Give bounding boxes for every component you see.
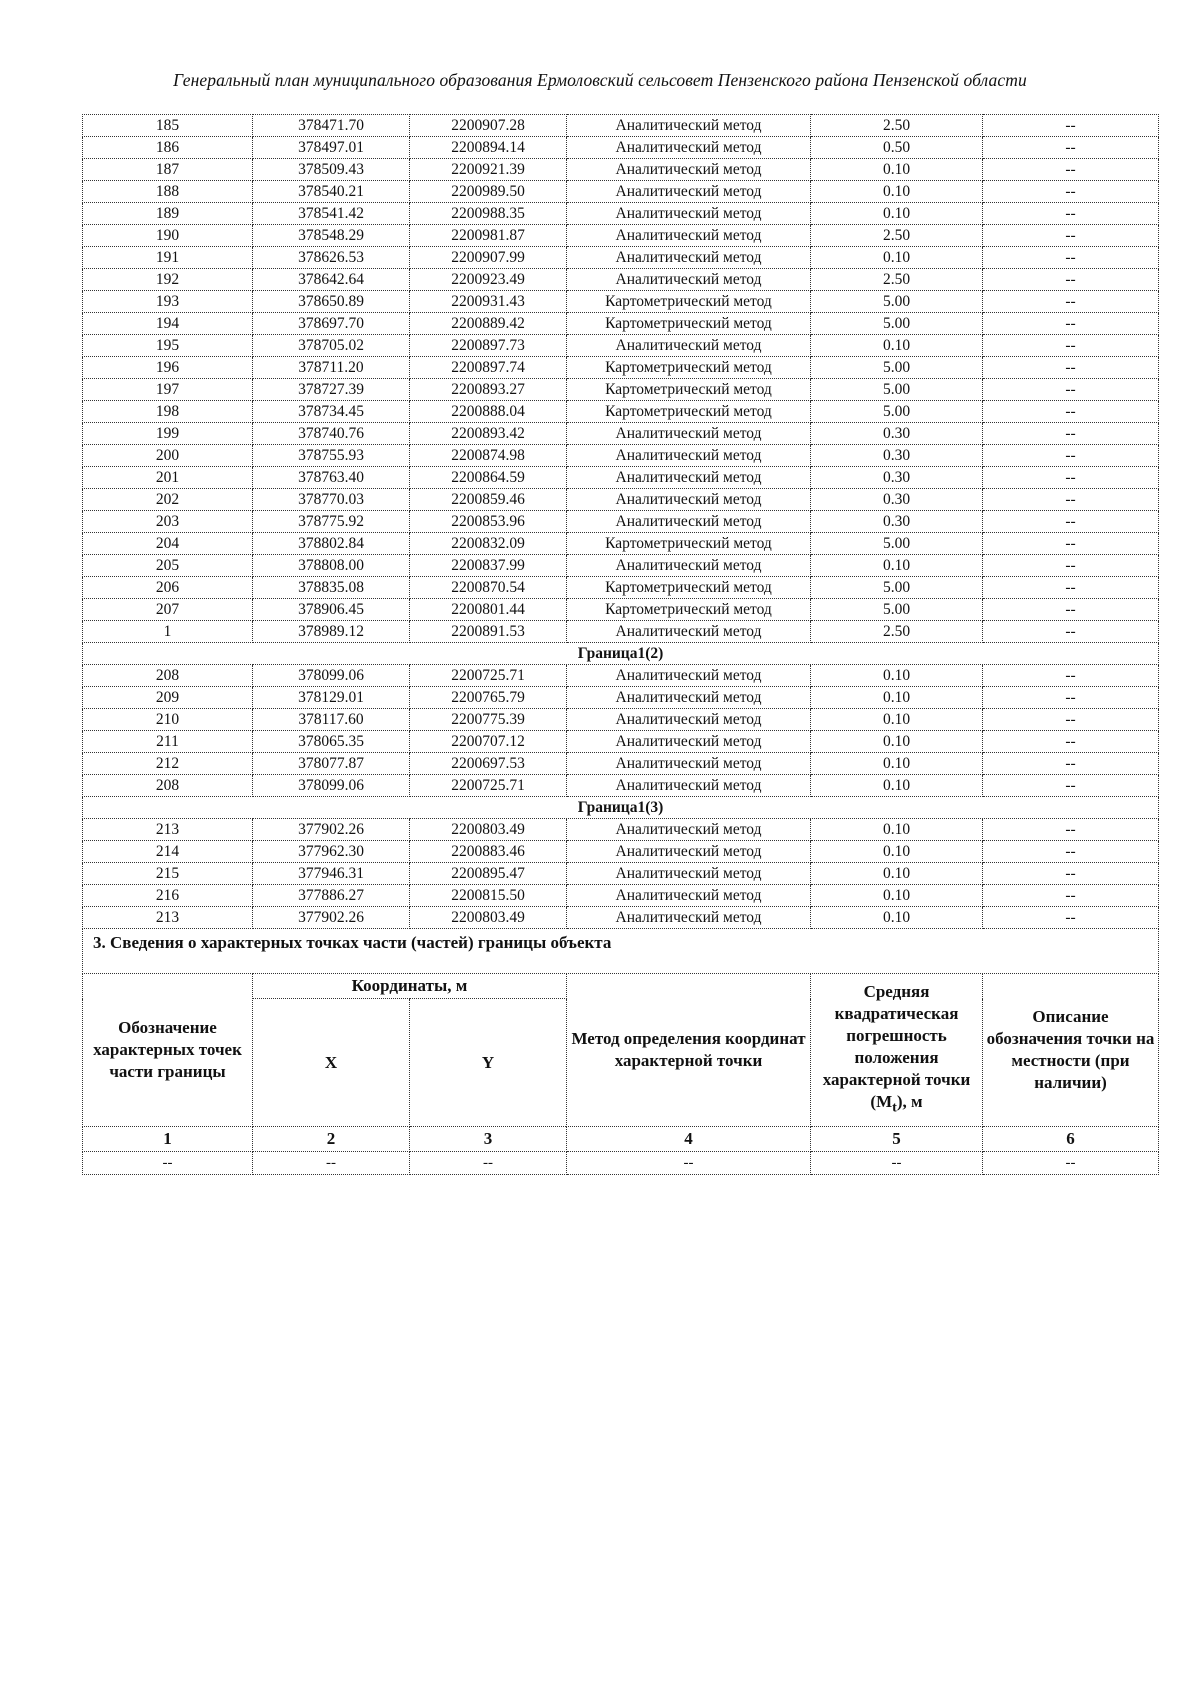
method-cell: Картометрический метод: [567, 357, 811, 379]
y-coordinate-cell: 2200725.71: [410, 665, 567, 687]
header-coordinates: Координаты, м: [253, 974, 567, 999]
x-coordinate-cell: 378509.43: [253, 159, 410, 181]
description-cell: --: [983, 225, 1159, 247]
method-cell: Аналитический метод: [567, 687, 811, 709]
point-number-cell: 207: [83, 599, 253, 621]
accuracy-cell: 0.10: [811, 731, 983, 753]
boundary-group-title: Граница1(3): [83, 797, 1159, 819]
method-cell: Аналитический метод: [567, 511, 811, 533]
description-cell: --: [983, 621, 1159, 643]
table-row: [83, 335, 1159, 357]
y-coordinate-cell: 2200803.49: [410, 907, 567, 929]
header-y: Y: [410, 999, 567, 1127]
point-number-cell: 212: [83, 753, 253, 775]
table-row: [83, 511, 1159, 533]
y-coordinate-cell: 2200801.44: [410, 599, 567, 621]
table-row: [83, 533, 1159, 555]
x-coordinate-cell: 378548.29: [253, 225, 410, 247]
accuracy-cell: 5.00: [811, 577, 983, 599]
method-cell: Аналитический метод: [567, 731, 811, 753]
x-coordinate-cell: 378835.08: [253, 577, 410, 599]
coordinates-table: [82, 114, 1159, 1175]
y-coordinate-cell: 2200894.14: [410, 137, 567, 159]
empty-cell: --: [811, 1152, 983, 1175]
x-coordinate-cell: 377886.27: [253, 885, 410, 907]
method-cell: Аналитический метод: [567, 181, 811, 203]
column-number: 3: [410, 1127, 567, 1152]
x-coordinate-cell: 378541.42: [253, 203, 410, 225]
method-cell: Аналитический метод: [567, 841, 811, 863]
accuracy-cell: 0.10: [811, 885, 983, 907]
table-row: [83, 577, 1159, 599]
x-coordinate-cell: 378099.06: [253, 775, 410, 797]
table-row: [83, 687, 1159, 709]
description-cell: --: [983, 907, 1159, 929]
section3-header-row: [83, 974, 1159, 999]
description-cell: --: [983, 709, 1159, 731]
y-coordinate-cell: 2200832.09: [410, 533, 567, 555]
column-number: 4: [567, 1127, 811, 1152]
accuracy-cell: 0.10: [811, 555, 983, 577]
table-row: [83, 555, 1159, 577]
section3-title-row: [83, 929, 1159, 974]
x-coordinate-cell: 378755.93: [253, 445, 410, 467]
method-cell: Аналитический метод: [567, 775, 811, 797]
method-cell: Аналитический метод: [567, 753, 811, 775]
y-coordinate-cell: 2200697.53: [410, 753, 567, 775]
x-coordinate-cell: 378471.70: [253, 115, 410, 137]
description-cell: --: [983, 313, 1159, 335]
table-row: [83, 291, 1159, 313]
header-accuracy-subscript: t: [892, 1099, 897, 1116]
point-number-cell: 195: [83, 335, 253, 357]
y-coordinate-cell: 2200815.50: [410, 885, 567, 907]
point-number-cell: 208: [83, 665, 253, 687]
table-row: [83, 247, 1159, 269]
x-coordinate-cell: 378065.35: [253, 731, 410, 753]
description-cell: --: [983, 533, 1159, 555]
method-cell: Аналитический метод: [567, 621, 811, 643]
empty-data-row: [83, 1152, 1159, 1175]
x-coordinate-cell: 378705.02: [253, 335, 410, 357]
description-cell: --: [983, 401, 1159, 423]
column-number: 2: [253, 1127, 410, 1152]
column-number: 5: [811, 1127, 983, 1152]
description-cell: --: [983, 555, 1159, 577]
table-row: [83, 423, 1159, 445]
x-coordinate-cell: 378540.21: [253, 181, 410, 203]
description-cell: --: [983, 269, 1159, 291]
x-coordinate-cell: 378129.01: [253, 687, 410, 709]
method-cell: Аналитический метод: [567, 203, 811, 225]
empty-cell: --: [83, 1152, 253, 1175]
description-cell: --: [983, 335, 1159, 357]
accuracy-cell: 0.30: [811, 511, 983, 533]
accuracy-cell: 0.10: [811, 841, 983, 863]
y-coordinate-cell: 2200853.96: [410, 511, 567, 533]
accuracy-cell: 0.10: [811, 709, 983, 731]
y-coordinate-cell: 2200859.46: [410, 489, 567, 511]
accuracy-cell: 0.10: [811, 687, 983, 709]
method-cell: Аналитический метод: [567, 247, 811, 269]
description-cell: --: [983, 181, 1159, 203]
point-number-cell: 193: [83, 291, 253, 313]
y-coordinate-cell: 2200897.74: [410, 357, 567, 379]
description-cell: --: [983, 467, 1159, 489]
point-number-cell: 213: [83, 907, 253, 929]
y-coordinate-cell: 2200921.39: [410, 159, 567, 181]
x-coordinate-cell: 378697.70: [253, 313, 410, 335]
method-cell: Аналитический метод: [567, 115, 811, 137]
accuracy-cell: 0.50: [811, 137, 983, 159]
description-cell: --: [983, 137, 1159, 159]
point-number-cell: 201: [83, 467, 253, 489]
accuracy-cell: 0.10: [811, 159, 983, 181]
y-coordinate-cell: 2200837.99: [410, 555, 567, 577]
method-cell: Аналитический метод: [567, 137, 811, 159]
accuracy-cell: 5.00: [811, 401, 983, 423]
description-cell: --: [983, 863, 1159, 885]
y-coordinate-cell: 2200864.59: [410, 467, 567, 489]
y-coordinate-cell: 2200923.49: [410, 269, 567, 291]
table-row: [83, 379, 1159, 401]
x-coordinate-cell: 378642.64: [253, 269, 410, 291]
method-cell: Аналитический метод: [567, 445, 811, 467]
point-number-cell: 213: [83, 819, 253, 841]
x-coordinate-cell: 378989.12: [253, 621, 410, 643]
method-cell: Картометрический метод: [567, 599, 811, 621]
description-cell: --: [983, 247, 1159, 269]
point-number-cell: 200: [83, 445, 253, 467]
point-number-cell: 197: [83, 379, 253, 401]
y-coordinate-cell: 2200893.42: [410, 423, 567, 445]
method-cell: Аналитический метод: [567, 709, 811, 731]
x-coordinate-cell: 378077.87: [253, 753, 410, 775]
table-row: [83, 489, 1159, 511]
empty-cell: --: [410, 1152, 567, 1175]
method-cell: Аналитический метод: [567, 907, 811, 929]
method-cell: Аналитический метод: [567, 819, 811, 841]
empty-cell: --: [983, 1152, 1159, 1175]
description-cell: --: [983, 511, 1159, 533]
table-row: [83, 445, 1159, 467]
point-number-cell: 191: [83, 247, 253, 269]
table-row: [83, 401, 1159, 423]
boundary-group-title: Граница1(2): [83, 643, 1159, 665]
x-coordinate-cell: 378626.53: [253, 247, 410, 269]
accuracy-cell: 2.50: [811, 115, 983, 137]
table-row: [83, 159, 1159, 181]
point-number-cell: 186: [83, 137, 253, 159]
description-cell: --: [983, 203, 1159, 225]
x-coordinate-cell: 377902.26: [253, 819, 410, 841]
accuracy-cell: 5.00: [811, 291, 983, 313]
point-number-cell: 198: [83, 401, 253, 423]
header-description: Описание обозначения точки на местности (при наличии): [983, 974, 1159, 1127]
table-row: [83, 181, 1159, 203]
column-number: 6: [983, 1127, 1159, 1152]
x-coordinate-cell: 378727.39: [253, 379, 410, 401]
table-row: [83, 863, 1159, 885]
y-coordinate-cell: 2200870.54: [410, 577, 567, 599]
point-number-cell: 187: [83, 159, 253, 181]
point-number-cell: 194: [83, 313, 253, 335]
accuracy-cell: 0.10: [811, 775, 983, 797]
y-coordinate-cell: 2200883.46: [410, 841, 567, 863]
header-method: Метод определения координат характерной точки: [567, 974, 811, 1127]
accuracy-cell: 0.10: [811, 753, 983, 775]
x-coordinate-cell: 378802.84: [253, 533, 410, 555]
point-number-cell: 199: [83, 423, 253, 445]
table-row: [83, 841, 1159, 863]
accuracy-cell: 0.30: [811, 489, 983, 511]
description-cell: --: [983, 731, 1159, 753]
x-coordinate-cell: 377902.26: [253, 907, 410, 929]
point-number-cell: 211: [83, 731, 253, 753]
y-coordinate-cell: 2200888.04: [410, 401, 567, 423]
method-cell: Картометрический метод: [567, 533, 811, 555]
method-cell: Аналитический метод: [567, 555, 811, 577]
description-cell: --: [983, 115, 1159, 137]
table-row: [83, 621, 1159, 643]
accuracy-cell: 0.10: [811, 247, 983, 269]
point-number-cell: 214: [83, 841, 253, 863]
point-number-cell: 208: [83, 775, 253, 797]
y-coordinate-cell: 2200897.73: [410, 335, 567, 357]
method-cell: Картометрический метод: [567, 379, 811, 401]
y-coordinate-cell: 2200907.28: [410, 115, 567, 137]
boundary-group-row: [83, 643, 1159, 665]
table-row: [83, 357, 1159, 379]
accuracy-cell: 0.30: [811, 423, 983, 445]
table-row: [83, 731, 1159, 753]
accuracy-cell: 5.00: [811, 357, 983, 379]
point-number-cell: 202: [83, 489, 253, 511]
x-coordinate-cell: 378763.40: [253, 467, 410, 489]
method-cell: Аналитический метод: [567, 885, 811, 907]
y-coordinate-cell: 2200874.98: [410, 445, 567, 467]
y-coordinate-cell: 2200907.99: [410, 247, 567, 269]
point-number-cell: 215: [83, 863, 253, 885]
accuracy-cell: 0.10: [811, 907, 983, 929]
section3-title: 3. Сведения о характерных точках части (частей) границы объекта: [83, 929, 1159, 974]
header-accuracy-text: Средняя квадратическая погрешность положения характерной точки (M: [822, 982, 971, 1112]
table-row: [83, 753, 1159, 775]
description-cell: --: [983, 577, 1159, 599]
table-row: [83, 599, 1159, 621]
description-cell: --: [983, 357, 1159, 379]
y-coordinate-cell: 2200891.53: [410, 621, 567, 643]
description-cell: --: [983, 819, 1159, 841]
table-row: [83, 885, 1159, 907]
y-coordinate-cell: 2200765.79: [410, 687, 567, 709]
y-coordinate-cell: 2200981.87: [410, 225, 567, 247]
table-row: [83, 269, 1159, 291]
accuracy-cell: 5.00: [811, 599, 983, 621]
point-number-cell: 190: [83, 225, 253, 247]
empty-cell: --: [567, 1152, 811, 1175]
y-coordinate-cell: 2200895.47: [410, 863, 567, 885]
table-row: [83, 203, 1159, 225]
x-coordinate-cell: 378650.89: [253, 291, 410, 313]
description-cell: --: [983, 489, 1159, 511]
accuracy-cell: 2.50: [811, 269, 983, 291]
x-coordinate-cell: 378775.92: [253, 511, 410, 533]
table-row: [83, 665, 1159, 687]
point-number-cell: 205: [83, 555, 253, 577]
point-number-cell: 1: [83, 621, 253, 643]
x-coordinate-cell: 378808.00: [253, 555, 410, 577]
x-coordinate-cell: 377946.31: [253, 863, 410, 885]
method-cell: Картометрический метод: [567, 401, 811, 423]
x-coordinate-cell: 377962.30: [253, 841, 410, 863]
accuracy-cell: 0.30: [811, 467, 983, 489]
table-row: [83, 313, 1159, 335]
header-x: X: [253, 999, 410, 1127]
description-cell: --: [983, 753, 1159, 775]
y-coordinate-cell: 2200707.12: [410, 731, 567, 753]
accuracy-cell: 5.00: [811, 313, 983, 335]
method-cell: Аналитический метод: [567, 335, 811, 357]
table-row: [83, 137, 1159, 159]
y-coordinate-cell: 2200988.35: [410, 203, 567, 225]
method-cell: Аналитический метод: [567, 225, 811, 247]
x-coordinate-cell: 378770.03: [253, 489, 410, 511]
method-cell: Аналитический метод: [567, 467, 811, 489]
accuracy-cell: 0.10: [811, 335, 983, 357]
y-coordinate-cell: 2200893.27: [410, 379, 567, 401]
page-header: Генеральный план муниципального образования Ермоловский сельсовет Пензенского района Пензенской области: [173, 70, 1027, 90]
header-accuracy-unit: ), м: [896, 1092, 923, 1112]
table-row: [83, 907, 1159, 929]
point-number-cell: 209: [83, 687, 253, 709]
accuracy-cell: 0.10: [811, 819, 983, 841]
table-row: [83, 225, 1159, 247]
x-coordinate-cell: 378906.45: [253, 599, 410, 621]
empty-cell: --: [253, 1152, 410, 1175]
description-cell: --: [983, 379, 1159, 401]
y-coordinate-cell: 2200889.42: [410, 313, 567, 335]
column-number: 1: [83, 1127, 253, 1152]
method-cell: Аналитический метод: [567, 665, 811, 687]
method-cell: Аналитический метод: [567, 489, 811, 511]
method-cell: Аналитический метод: [567, 269, 811, 291]
y-coordinate-cell: 2200931.43: [410, 291, 567, 313]
point-number-cell: 204: [83, 533, 253, 555]
accuracy-cell: 0.10: [811, 181, 983, 203]
accuracy-cell: 0.10: [811, 863, 983, 885]
method-cell: Картометрический метод: [567, 577, 811, 599]
accuracy-cell: 2.50: [811, 621, 983, 643]
header-point-designation: Обозначение характерных точек части границы: [83, 974, 253, 1127]
y-coordinate-cell: 2200989.50: [410, 181, 567, 203]
boundary-group-row: [83, 797, 1159, 819]
description-cell: --: [983, 687, 1159, 709]
method-cell: Картометрический метод: [567, 313, 811, 335]
accuracy-cell: 5.00: [811, 379, 983, 401]
table-row: [83, 709, 1159, 731]
method-cell: Аналитический метод: [567, 423, 811, 445]
x-coordinate-cell: 378740.76: [253, 423, 410, 445]
point-number-cell: 188: [83, 181, 253, 203]
point-number-cell: 189: [83, 203, 253, 225]
table-row: [83, 115, 1159, 137]
method-cell: Картометрический метод: [567, 291, 811, 313]
point-number-cell: 203: [83, 511, 253, 533]
accuracy-cell: 0.30: [811, 445, 983, 467]
x-coordinate-cell: 378497.01: [253, 137, 410, 159]
section3-block: [83, 929, 1159, 1175]
description-cell: --: [983, 599, 1159, 621]
table-row: [83, 819, 1159, 841]
x-coordinate-cell: 378117.60: [253, 709, 410, 731]
description-cell: --: [983, 423, 1159, 445]
method-cell: Аналитический метод: [567, 863, 811, 885]
description-cell: --: [983, 665, 1159, 687]
column-numbers-row: [83, 1127, 1159, 1152]
header-accuracy: [811, 974, 983, 1127]
accuracy-cell: 5.00: [811, 533, 983, 555]
point-number-cell: 206: [83, 577, 253, 599]
point-number-cell: 192: [83, 269, 253, 291]
description-cell: --: [983, 291, 1159, 313]
point-number-cell: 216: [83, 885, 253, 907]
x-coordinate-cell: 378734.45: [253, 401, 410, 423]
description-cell: --: [983, 159, 1159, 181]
y-coordinate-cell: 2200775.39: [410, 709, 567, 731]
description-cell: --: [983, 841, 1159, 863]
point-number-cell: 210: [83, 709, 253, 731]
x-coordinate-cell: 378099.06: [253, 665, 410, 687]
description-cell: --: [983, 885, 1159, 907]
accuracy-cell: 0.10: [811, 203, 983, 225]
description-cell: --: [983, 775, 1159, 797]
point-number-cell: 185: [83, 115, 253, 137]
y-coordinate-cell: 2200803.49: [410, 819, 567, 841]
table-row: [83, 467, 1159, 489]
table-row: [83, 775, 1159, 797]
description-cell: --: [983, 445, 1159, 467]
point-number-cell: 196: [83, 357, 253, 379]
accuracy-cell: 2.50: [811, 225, 983, 247]
method-cell: Аналитический метод: [567, 159, 811, 181]
x-coordinate-cell: 378711.20: [253, 357, 410, 379]
y-coordinate-cell: 2200725.71: [410, 775, 567, 797]
coordinates-table-body: [83, 115, 1159, 929]
accuracy-cell: 0.10: [811, 665, 983, 687]
